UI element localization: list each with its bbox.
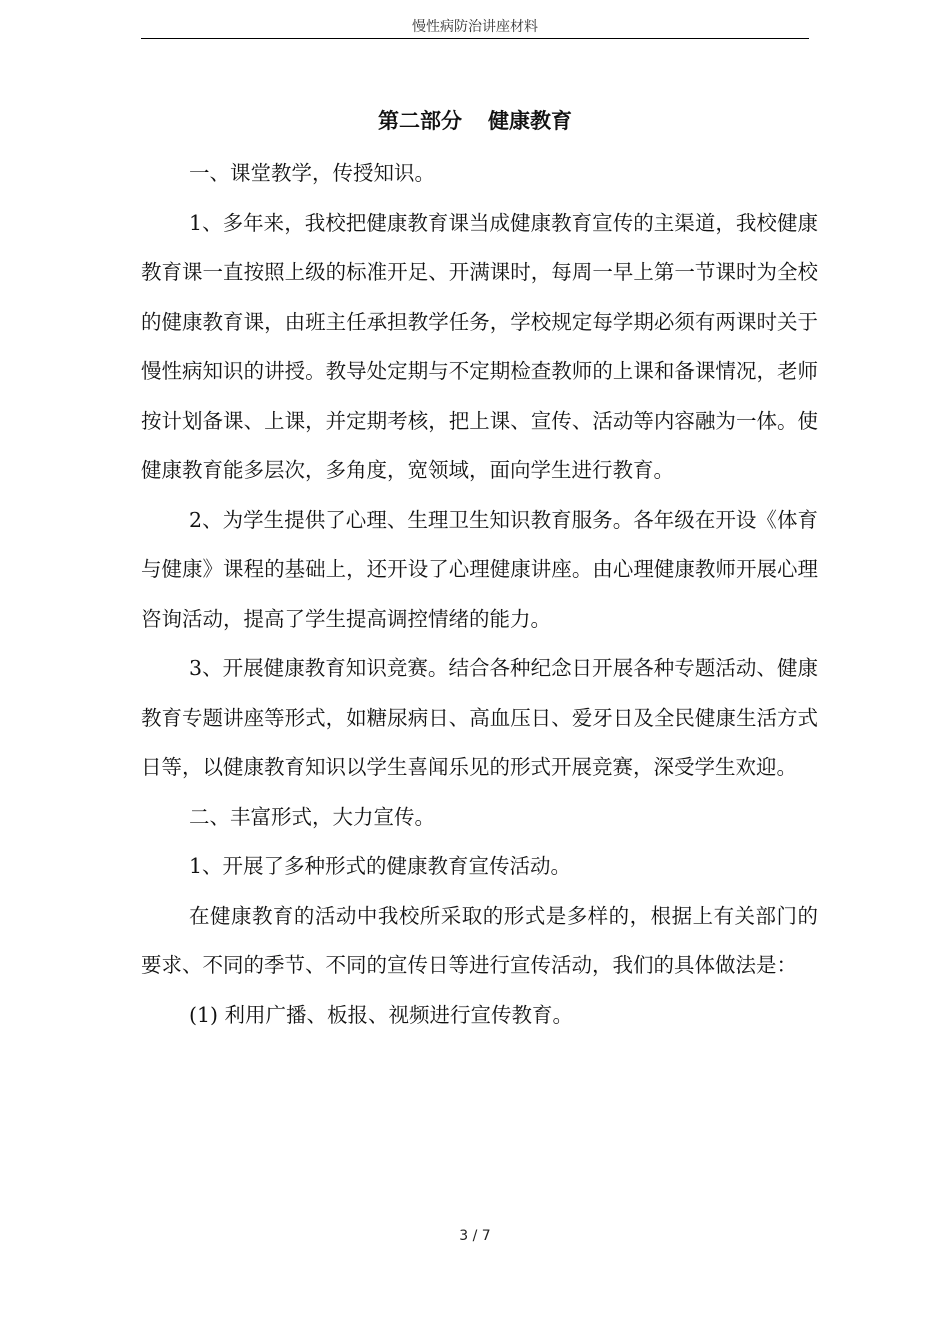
section-title-topic: 健康教育 bbox=[488, 109, 572, 133]
paragraph-methods-intro: 在健康教育的活动中我校所采取的形式是多样的，根据上有关部门的要求、不同的季节、不同的宣传日等进行宣传活动，我们的具体做法是： bbox=[141, 903, 818, 977]
paragraph-publicity-activities: 1、开展了多种形式的健康教育宣传活动。 bbox=[189, 854, 572, 878]
paragraph-psychology-service: 2、为学生提供了心理、生理卫生知识教育服务。各年级在开设《体育与健康》课程的基础上，还开设了心理健康讲座。由心理健康教师开展心理咨询活动，提高了学生提高调控情绪的能力。 bbox=[141, 507, 818, 631]
document-body bbox=[141, 149, 818, 1040]
list-item-broadcast: (1) 利用广播、板报、视频进行宣传教育。 bbox=[189, 1002, 574, 1027]
page-number: 3 / 7 bbox=[459, 1228, 491, 1244]
heading-classroom-teaching: 一、课堂教学，传授知识。 bbox=[189, 161, 435, 185]
header-divider bbox=[141, 38, 809, 39]
section-title-part: 第二部分 bbox=[378, 109, 462, 133]
running-header: 慢性病防治讲座材料 bbox=[412, 19, 538, 35]
heading-rich-forms: 二、丰富形式，大力宣传。 bbox=[189, 804, 435, 829]
paragraph-health-course: 1、多年来，我校把健康教育课当成健康教育宣传的主渠道，我校健康教育课一直按照上级的标准开足、开满课时，每周一早上第一节课时为全校的健康教育课，由班主任承担教学任务，学校规定每学期必须有两课时关于慢性病知识的讲授。教导处定期与不定期检查教师的上课和备课情况，老师按计划备课、上课，并定期考核，把上课、宣传、活动等内容融为一体。使健康教育能多层次，多角度，宽领域，面向学生进行教育。 bbox=[141, 210, 818, 482]
paragraph-knowledge-contest: 3、开展健康教育知识竞赛。结合各种纪念日开展各种专题活动、健康教育专题讲座等形式，如糖尿病日、高血压日、爱牙日及全民健康生活方式日等，以健康教育知识以学生喜闻乐见的形式开展竞赛，深受学生欢迎。 bbox=[141, 656, 818, 779]
section-title bbox=[141, 106, 809, 136]
